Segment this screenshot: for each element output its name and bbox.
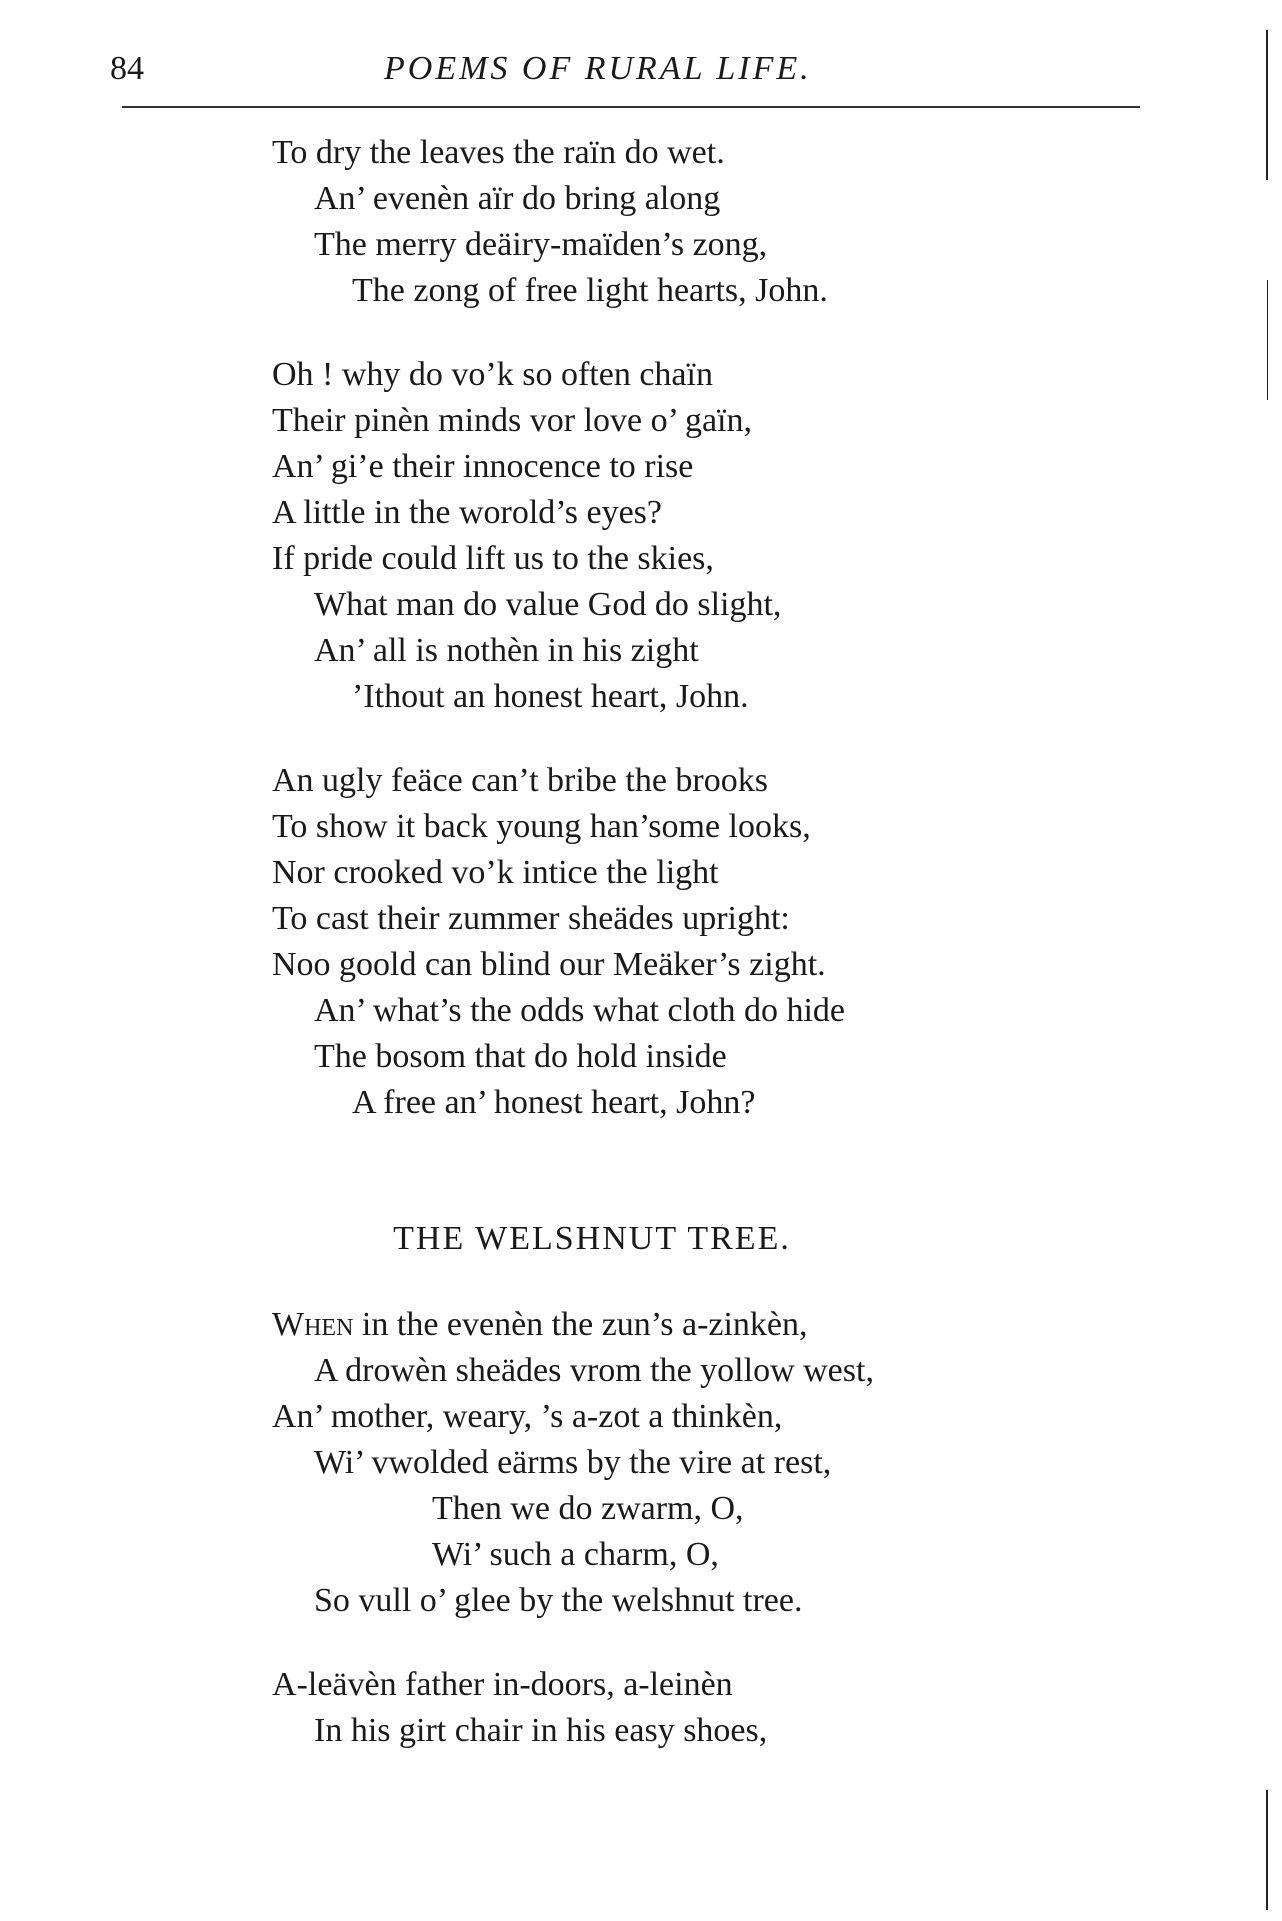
verse-line [272,1302,1132,1348]
verse-line: Their pinèn minds vor love o’ gaïn, [272,402,752,439]
stanza [272,1662,1132,1754]
verse-line: A-leävèn father in-doors, a-leinèn [272,1666,733,1703]
verse-line: A free an’ honest heart, John? [352,1084,756,1121]
stanza [272,352,1132,720]
verse-line: A little in the worold’s eyes? [272,494,662,531]
poem-body [272,130,1132,1754]
verse-line: The zong of free light hearts, John. [352,272,828,309]
verse-line: To cast their zummer sheädes upright: [272,900,790,937]
header-rule [122,106,1140,108]
verse-line: An’ evenèn aïr do bring along [314,180,721,217]
page-edge-mark [1266,1790,1268,1910]
initial-word: When [272,1306,354,1343]
verse-line: Nor crooked vo’k intice the light [272,854,719,891]
verse-line: ’Ithout an honest heart, John. [352,678,749,715]
verse-line: What man do value God do slight, [314,586,782,623]
verse-line: A drowèn sheädes vrom the yollow west, [314,1352,874,1389]
verse-line: If pride could lift us to the skies, [272,540,714,577]
stanza [272,1302,1132,1624]
poem-title: THE WELSHNUT TREE. [393,1220,791,1257]
verse-line: An’ gi’e their innocence to rise [272,448,694,485]
verse-line: Then we do zwarm, O, [432,1490,744,1527]
verse-line: The merry deäiry-maïden’s zong, [314,226,768,263]
verse-line: Noo goold can blind our Meäker’s zight. [272,946,826,983]
page-edge-mark [1266,30,1268,180]
stanza [272,758,1132,1126]
verse-line: In his girt chair in his easy shoes, [314,1712,768,1749]
page-number: 84 [110,50,144,87]
verse-line-rest: in the evenèn the zun’s a-zinkèn, [353,1306,808,1343]
verse-line: An’ mother, weary, ’s a-zot a thinkèn, [272,1398,783,1435]
verse-line: To dry the leaves the raïn do wet. [272,134,725,171]
verse-line: So vull o’ glee by the welshnut tree. [314,1582,803,1619]
verse-line: Wi’ vwolded eärms by the vire at rest, [314,1444,832,1481]
page-edge-mark [1267,280,1268,400]
verse-line: Oh ! why do vo’k so often chaïn [272,356,713,393]
verse-line: The bosom that do hold inside [314,1038,727,1075]
verse-line: An’ what’s the odds what cloth do hide [314,992,846,1029]
stanza [272,130,1132,314]
verse-line: To show it back young han’some looks, [272,808,811,845]
running-head: POEMS OF RURAL LIFE. [384,50,812,87]
verse-line: An’ all is nothèn in his zight [314,632,699,669]
verse-line: Wi’ such a charm, O, [432,1536,719,1573]
page-header [110,50,1140,90]
verse-line: An ugly feäce can’t bribe the brooks [272,762,768,799]
